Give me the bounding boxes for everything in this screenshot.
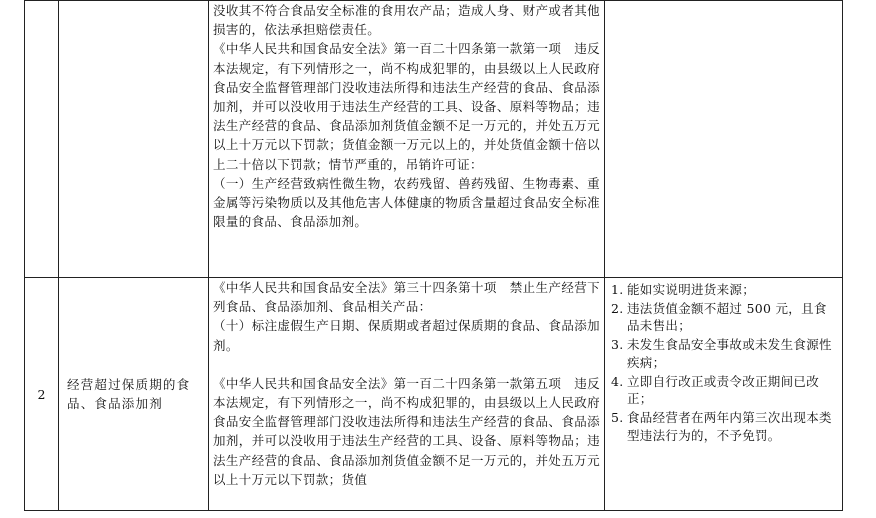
legal-paragraph: 《中华人民共和国食品安全法》第三十四条第十项 禁止生产经营下列食品、食品添加剂、食品相关产品： bbox=[213, 280, 600, 315]
legal-paragraph: 《中华人民共和国食品安全法》第一百二十四条第一款第一项 违反本法规定，有下列情形之一，尚不构成犯罪的，由县级以上人民政府食品安全监督管理部门没收违法所得和违法生产经营的食品、食品添加剂，并可以没收用于违法生产经营的工具、设备、原料等物品；违法生产经营的食品、食品添加剂货值金额不足一万元的，并处五万元以上十万元以下罚款；货值金额一万元以上的，并处货值金额十倍以上二十倍以下罚款；情节严重的，吊销许可证： bbox=[213, 41, 600, 172]
exemption-cell bbox=[605, 278, 843, 511]
list-item bbox=[611, 373, 838, 408]
legal-basis-cell bbox=[209, 278, 605, 511]
list-index: 3. bbox=[611, 337, 624, 353]
exemption-list bbox=[605, 278, 842, 444]
list-text: 能如实说明进货来源； bbox=[627, 282, 756, 297]
list-text: 食品经营者在两年内第三次出现本类型违法行为的，不予免罚。 bbox=[627, 410, 832, 443]
legal-paragraph: （一）生产经营致病性微生物，农药残留、兽药残留、生物毒素、重金属等污染物质以及其他危害人体健康的物质含量超过食品安全标准限量的食品、食品添加剂。 bbox=[213, 175, 600, 230]
legal-paragraph: （十）标注虚假生产日期、保质期或者超过保质期的食品、食品添加剂。 bbox=[213, 318, 600, 353]
list-item bbox=[611, 281, 838, 299]
legal-basis-cell bbox=[209, 1, 605, 278]
table-row bbox=[25, 278, 843, 511]
list-item bbox=[611, 336, 838, 371]
list-item bbox=[611, 300, 838, 335]
violation-behavior: 经营超过保质期的食品、食品添加剂 bbox=[59, 278, 209, 511]
violation-behavior bbox=[59, 1, 209, 278]
table-row bbox=[25, 1, 843, 278]
list-item bbox=[611, 409, 838, 444]
row-number: 2 bbox=[25, 278, 59, 511]
penalty-table bbox=[24, 0, 843, 511]
list-index: 5. bbox=[611, 410, 624, 426]
list-text: 违法货值金额不超过 500 元，且食品未售出； bbox=[627, 300, 827, 334]
list-index: 1. bbox=[611, 282, 624, 297]
list-index: 4. bbox=[611, 373, 624, 389]
row-number bbox=[25, 1, 59, 278]
list-index: 2. bbox=[611, 300, 624, 316]
legal-paragraph: 《中华人民共和国食品安全法》第一百二十四条第一款第五项 违反本法规定，有下列情形之一，尚不构成犯罪的，由县级以上人民政府食品安全监督管理部门没收违法所得和违法生产经营的食品、食品添加剂，并可以没收用于违法生产经营的工具、设备、原料等物品；违法生产经营的食品、食品添加剂货值金额不足一万元的，并处五万元以上十万元以下罚款；货值 bbox=[213, 375, 600, 487]
list-text: 未发生食品安全事故或未发生食源性疾病； bbox=[627, 337, 832, 370]
exemption-cell bbox=[605, 1, 843, 278]
legal-paragraph: 没收其不符合食品安全标准的食用农产品；造成人身、财产或者其他损害的，依法承担赔偿责任。 bbox=[213, 3, 600, 38]
paragraph-spacer bbox=[213, 355, 600, 374]
list-text: 立即自行改正或责令改正期间已改正； bbox=[627, 373, 820, 407]
